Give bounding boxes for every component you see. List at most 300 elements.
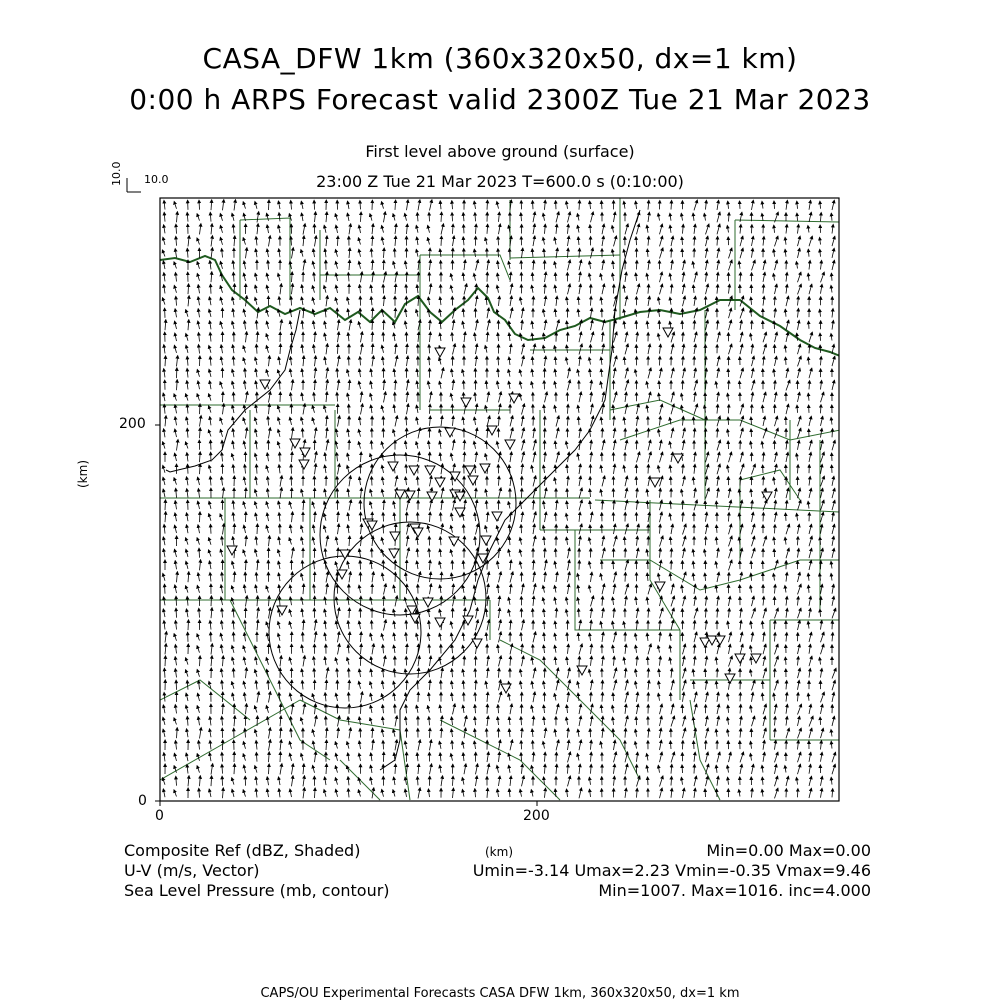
wind-vector [476,680,477,689]
wind-vector [163,778,165,785]
wind-vector [429,717,430,726]
wind-vector [706,272,707,281]
wind-vector [315,428,317,439]
wind-vector [740,225,741,234]
wind-vector [382,202,384,209]
wind-vector [635,729,636,736]
wind-vector [740,201,741,209]
wind-vector [625,680,628,690]
wind-vector [647,249,648,257]
wind-vector [568,752,571,762]
wind-vector [487,788,488,798]
wind-vector [636,597,637,605]
wind-vector [451,754,453,761]
wind-vector [359,442,361,449]
wind-vector [591,620,592,629]
wind-vector [533,596,534,606]
wind-vector [544,405,545,413]
wind-vector [729,536,732,546]
wind-vector [175,501,176,510]
wind-vector [522,248,523,258]
wind-vector [832,548,834,558]
wind-vector [453,380,454,390]
wind-vector [694,645,695,654]
wind-vector [521,633,522,641]
wind-vector [371,669,372,677]
wind-vector [280,728,281,738]
wind-vector [210,477,211,486]
wind-vector [637,332,638,341]
wind-vector [498,333,499,341]
wind-vector [393,214,395,221]
wind-vector [338,608,340,619]
wind-vector [361,704,362,714]
wind-vector [209,406,211,413]
wind-vector [292,452,293,462]
wind-vector [579,716,581,726]
wind-vector [706,752,709,762]
wind-vector [763,681,764,689]
wind-vector [370,705,372,713]
wind-vector [798,272,801,282]
wind-vector [717,464,720,474]
wind-vector [220,262,222,269]
wind-vector [671,249,672,258]
wind-vector [233,357,234,366]
wind-vector [210,212,211,221]
wind-vector [717,272,718,281]
wind-vector [430,200,432,211]
wind-vector [798,465,799,474]
wind-vector [763,344,766,354]
wind-vector [430,680,431,690]
wind-vector [393,262,395,269]
wind-vector [198,321,200,329]
wind-vector [740,764,742,774]
wind-vector [451,513,452,521]
wind-vector [821,621,822,630]
wind-vector [326,740,327,750]
wind-vector [498,261,499,269]
wind-vector [303,584,304,594]
wind-vector [487,260,489,270]
wind-vector [487,320,490,331]
wind-vector [279,297,280,306]
wind-vector [786,332,788,342]
wind-vector [786,728,789,738]
wind-vector [752,632,753,641]
wind-vector [301,417,303,424]
wind-vector [727,226,728,233]
wind-vector [740,572,742,582]
wind-vector [577,682,579,689]
wind-vector [683,344,684,354]
wind-vector [762,765,763,772]
wind-vector [325,633,326,641]
wind-vector [255,285,257,293]
wind-vector [175,309,176,318]
wind-vector [359,381,361,389]
wind-vector [280,284,281,295]
wind-vector [544,645,545,653]
wind-vector [671,549,672,558]
wind-vector [245,729,246,738]
wind-vector [510,428,513,439]
wind-vector [186,693,188,701]
wind-vector [198,717,199,726]
wind-vector [382,406,384,413]
wind-vector [243,754,245,761]
wind-vector [589,538,591,545]
wind-vector [244,765,246,773]
wind-vector [164,525,165,534]
wind-vector [359,621,361,629]
wind-vector [279,693,280,702]
wind-vector [453,344,456,355]
wind-vector [278,418,280,425]
wind-vector [186,753,188,761]
wind-vector [821,261,822,270]
wind-vector [520,550,522,557]
wind-vector [164,597,166,605]
wind-vector [579,609,580,617]
wind-vector [209,550,212,557]
wind-vector [417,213,418,222]
wind-vector [531,790,533,797]
wind-vector [383,513,384,522]
wind-vector [452,717,453,725]
wind-vector [591,740,592,749]
wind-vector [269,728,271,739]
wind-vector [740,273,741,282]
wind-vector [508,550,510,557]
wind-vector [211,644,212,655]
wind-vector [740,308,744,318]
wind-vector [451,622,453,629]
wind-vector [348,333,349,341]
wind-vector [474,249,475,257]
wind-vector [418,572,420,583]
wind-vector [589,358,590,365]
wind-vector [637,536,638,545]
wind-vector [303,776,305,787]
wind-vector [545,560,547,570]
wind-vector [232,405,234,413]
wind-vector [325,249,326,257]
wind-vector [497,442,499,449]
wind-vector [704,214,705,221]
wind-vector [728,621,729,629]
wind-vector [832,536,834,545]
wind-vector [568,584,570,594]
wind-vector [798,236,801,246]
wind-vector [165,632,167,643]
wind-vector [717,212,720,222]
wind-vector [648,344,650,354]
wind-vector [694,380,697,390]
wind-vector [326,536,328,547]
wind-vector [509,537,510,545]
wind-vector [612,226,613,233]
wind-vector [452,201,453,209]
wind-vector [223,788,224,798]
wind-vector [809,632,812,642]
title-line-2: 0:00 h ARPS Forecast valid 2300Z Tue 21 Mar 2023 [0,83,1000,116]
wind-vector [337,669,338,678]
y-tick-200: 200 [119,416,146,432]
wind-vector [176,776,177,785]
wind-vector [543,333,544,341]
wind-vector [163,442,165,449]
wind-vector [243,418,245,425]
wind-vector [335,562,337,569]
wind-vector [256,741,257,750]
wind-vector [487,668,488,678]
wind-vector [694,368,696,378]
wind-vector [763,416,765,426]
wind-vector [786,488,789,498]
wind-vector [706,476,708,486]
wind-vector [809,536,812,546]
wind-vector [740,464,744,474]
station-marker [461,398,471,407]
wind-vector [463,237,464,245]
wind-vector [278,501,280,509]
wind-vector [232,369,234,377]
wind-vector [439,381,441,388]
wind-vector [614,464,615,474]
wind-vector [729,513,730,522]
wind-vector [568,284,571,294]
wind-vector [464,284,467,295]
wind-vector [359,369,360,377]
wind-vector [728,393,729,400]
wind-vector [186,310,188,317]
wind-vector [636,201,637,209]
wind-vector [371,405,372,413]
wind-vector [660,272,663,282]
wind-vector [186,417,188,425]
legend-vector-label: U-V (m/s, Vector) [124,861,260,880]
wind-vector [832,752,836,762]
wind-vector [395,356,397,367]
wind-vector [163,237,165,245]
wind-vector [786,404,789,414]
wind-vector [164,273,165,282]
wind-vector [211,524,212,533]
wind-vector [209,430,212,437]
wind-vector [625,332,627,342]
wind-vector [441,224,444,235]
station-marker [435,618,445,627]
station-marker [337,570,347,579]
wind-vector [533,428,535,438]
wind-vector [348,525,349,533]
wind-vector [326,344,328,355]
wind-vector [637,656,638,665]
wind-vector [232,682,234,689]
wind-vector [417,777,418,786]
wind-vector [347,453,349,461]
wind-vector [648,296,650,306]
wind-vector [683,465,684,474]
wind-vector [740,693,741,702]
station-marker [435,348,445,357]
wind-vector [371,285,372,293]
wind-vector [763,477,764,486]
wind-vector [729,752,731,762]
wind-vector [821,728,824,738]
wind-vector [451,681,452,689]
wind-vector [613,597,614,605]
wind-vector [752,200,754,210]
wind-vector [683,476,685,486]
wind-vector [740,248,743,258]
wind-vector [268,477,269,486]
wind-vector [177,380,178,390]
wind-vector [338,332,339,342]
wind-vector [234,236,235,246]
wind-vector [567,489,568,497]
wind-vector [266,706,268,713]
wind-vector [532,657,533,665]
wind-vector [602,596,603,605]
wind-vector [302,645,303,653]
wind-vector [292,704,294,715]
wind-vector [246,596,248,607]
wind-vector [485,526,487,533]
wind-vector [220,226,222,233]
wind-vector [279,573,281,581]
wind-vector [200,452,201,462]
wind-vector [313,261,315,268]
wind-vector [210,753,212,761]
wind-vector [462,790,464,797]
wind-vector [349,728,351,739]
wind-vector [441,572,442,582]
wind-vector [269,200,270,210]
wind-vector [406,417,407,426]
wind-vector [601,465,602,473]
wind-vector [257,224,258,234]
wind-vector [290,309,291,317]
wind-vector [197,634,200,641]
wind-vector [832,500,835,510]
wind-vector [462,778,464,785]
wind-vector [568,644,569,654]
wind-vector [637,620,638,629]
wind-vector [578,226,580,233]
wind-vector [706,512,707,521]
wind-vector [670,297,671,304]
wind-vector [625,380,628,391]
wind-vector [187,248,188,257]
wind-vector [821,776,823,785]
wind-vector [256,573,257,582]
wind-vector [383,741,384,750]
wind-vector [487,284,488,293]
wind-vector [532,729,533,737]
wind-vector [808,249,809,256]
wind-vector [499,392,502,403]
wind-vector [221,549,223,556]
wind-vector [303,500,304,510]
wind-vector [199,741,200,750]
wind-vector [706,236,708,246]
wind-vector [637,488,638,497]
wind-vector [648,368,651,378]
wind-vector [395,284,396,294]
wind-vector [785,309,786,316]
wind-vector [289,502,291,509]
wind-vector [416,417,418,425]
wind-vector [164,285,165,294]
wind-vector [418,488,419,498]
wind-vector [752,260,756,270]
wind-vector [820,238,821,245]
wind-vector [278,634,280,641]
wind-vector [199,788,200,797]
wind-vector [694,621,695,630]
wind-vector [555,621,556,629]
wind-vector [209,514,211,521]
wind-vector [187,716,188,725]
wind-vector [336,789,338,796]
wind-vector [475,213,476,222]
wind-vector [384,272,386,283]
wind-vector [820,609,821,616]
wind-vector [694,224,695,234]
wind-vector [705,393,706,401]
wind-vector [280,740,281,750]
wind-vector [407,536,409,546]
wind-vector [614,500,615,509]
wind-vector [729,609,730,618]
wind-vector [267,249,269,257]
wind-vector [211,596,212,606]
wind-vector [660,548,661,557]
wind-vector [509,789,510,797]
wind-vector [773,274,774,281]
wind-vector [163,789,165,797]
wind-vector [359,717,360,725]
wind-vector [406,465,407,474]
wind-vector [418,740,420,751]
station-marker [472,639,482,648]
wind-vector [591,644,592,654]
wind-vector [635,669,636,677]
wind-vector [602,656,603,666]
wind-vector [624,537,625,545]
wind-vector [174,478,177,485]
wind-vector [266,658,268,665]
wind-vector [290,525,291,533]
wind-vector [613,645,614,653]
wind-vector [197,262,199,269]
wind-vector [165,356,166,366]
wind-vector [395,476,397,487]
wind-vector [706,368,707,377]
wind-vector [520,394,522,401]
wind-vector [292,428,294,439]
wind-vector [463,669,464,677]
station-marker [445,428,455,437]
wind-vector [532,249,533,257]
wind-vector [625,488,627,498]
wind-vector [199,608,200,617]
y-tick-0: 0 [138,793,147,809]
wind-vector [336,262,338,269]
